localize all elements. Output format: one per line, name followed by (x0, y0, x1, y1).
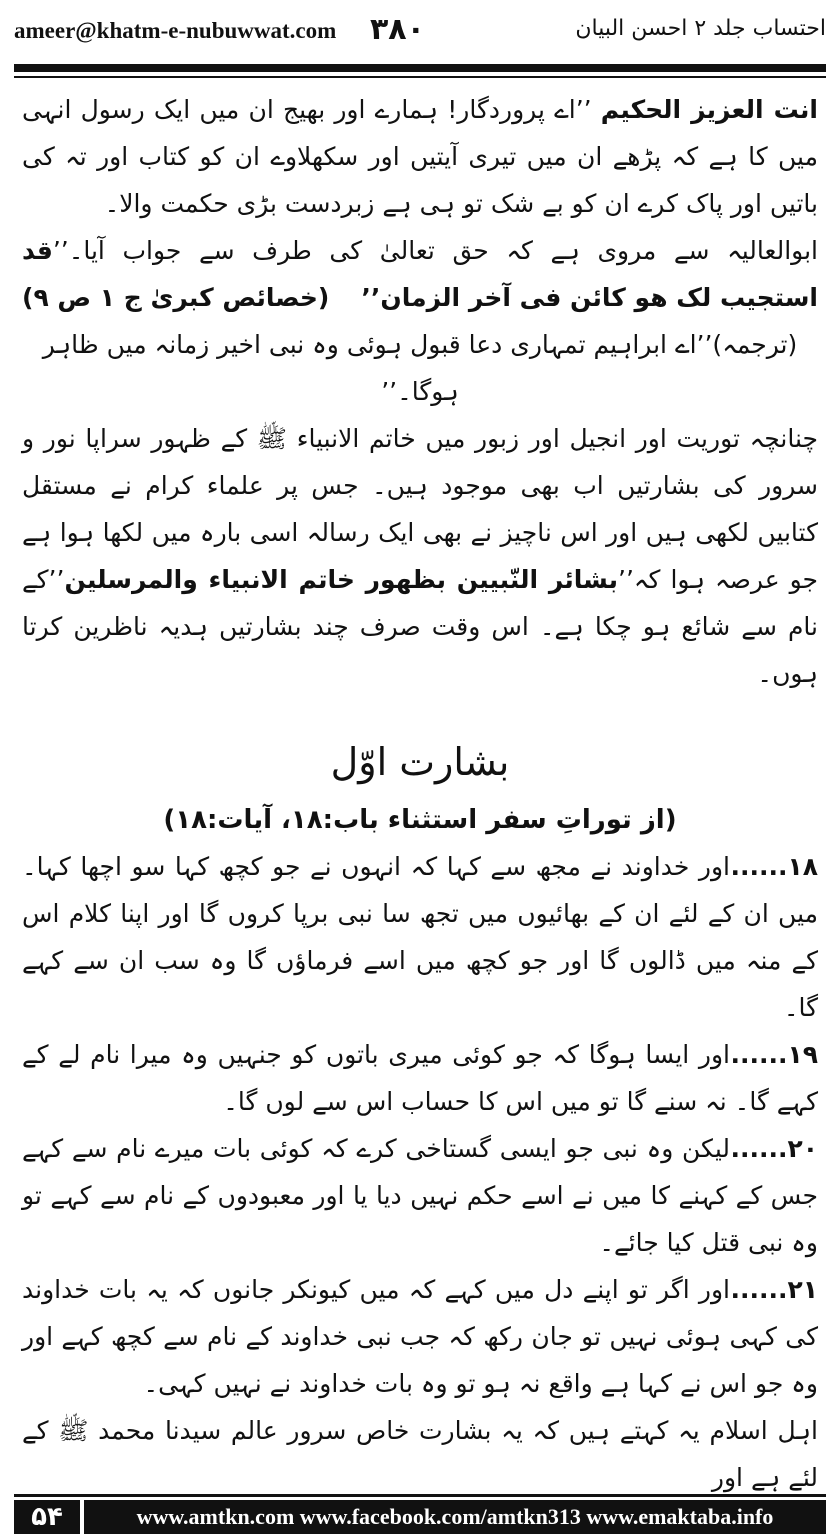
section-subheading: (از توراتِ سفر استثناء باب:۱۸، آیات:۱۸) (163, 805, 677, 835)
verse-text: اور اگر تو اپنے دل میں کہے کہ میں کیونکر جانوں کہ یہ بات خداوند کی کہی ہوئی نہیں تو جان رکھ کہ جب نبی خداوند کے نام سے کچھ کہے اور وہ جو اس نے کہا ہے واقع نہ ہو تو وہ بات خداوند نے نہیں کہی۔ (22, 1275, 818, 1398)
verse-text: اور خداوند نے مجھ سے کہا کہ انہوں نے جو کچھ کہا سو اچھا کہا۔ میں ان کے لئے ان کے بھائیوں میں تجھ سا نبی برپا کروں گا اور اپنا کلام اس کے منہ میں ڈالوں گا اور جو کچھ میں اسے فرماؤں گا وہ سب ان سے کہے گا۔ (22, 852, 818, 1022)
verse-number: ۲۰...... (730, 1134, 818, 1163)
footer-urls: www.amtkn.com www.facebook.com/amtkn313 www.emaktaba.info (84, 1500, 826, 1534)
footer-rule (14, 1494, 826, 1497)
footer-page-number: ۵۴ (14, 1500, 80, 1534)
verse (22, 1031, 818, 1125)
page-body (22, 86, 818, 1501)
arabic-phrase: قد استجیب لک هو کائن فی آخر الزمان’’ (22, 236, 818, 312)
verse-number: ۲۱...... (730, 1275, 818, 1304)
verse-text: اور ایسا ہوگا کہ جو کوئی میری باتوں کو جنہیں وہ میرا نام لے کے کہے گا۔ نہ سنے گا تو میں اس کا حساب اس سے لوں گا۔ (22, 1040, 818, 1116)
header-rule (14, 64, 826, 72)
translation: (ترجمہ)’’اے ابراہیم تمہاری دعا قبول ہوئی وہ نبی اخیر زمانہ میں ظاہر ہوگا۔’’ (42, 330, 798, 406)
paragraph (22, 227, 818, 321)
paragraph: اہل اسلام یہ کہتے ہیں کہ یہ بشارت خاص سرور عالم سیدنا محمد ﷺ کے لئے ہے اور (22, 1416, 818, 1492)
header-page-number: ۳۸۰ (370, 12, 425, 47)
verse (22, 1266, 818, 1407)
arabic-phrase: انت العزیز الحکیم (600, 95, 818, 124)
citation: (خصائص کبریٰ ج ۱ ص ۹) (22, 283, 330, 312)
verse-number: ۱۹...... (730, 1040, 818, 1069)
paragraph-text: ابوالعالیہ سے مروی ہے کہ حق تعالیٰ کی طرف سے جواب آیا۔’’ (52, 236, 818, 265)
paragraph-text: ’’کے نام سے شائع ہو چکا ہے۔ اس وقت صرف چند بشارتیں ہدیہ ناظرین کرتا ہوں۔ (22, 565, 818, 688)
paragraph (22, 415, 818, 697)
verse-text: لیکن وہ نبی جو ایسی گستاخی کرے کہ کوئی بات میرے نام سے کہے جس کے کہنے کا میں نے اسے حکم نہیں دیا یا اور معبودوں کے نام سے کہے تو وہ نبی قتل کیا جائے۔ (22, 1134, 818, 1257)
verse-number: ۱۸...... (730, 852, 818, 881)
paragraph-text: چنانچہ توریت اور انجیل اور زبور میں خاتم الانبیاء ﷺ کے ظہور سراپا نور و سرور کی بشارتیں اب بھی موجود ہیں۔ جس پر علماء کرام نے مستقل کتابیں لکھی ہیں اور اس ناچیز نے بھی ایک رسالہ اسی بارہ میں لکھا ہوا ہے جو عرصہ ہوا کہ’’ (22, 424, 819, 594)
verse (22, 843, 818, 1031)
paragraph (22, 86, 818, 227)
verse (22, 1125, 818, 1266)
paragraph-text: ’’اے پروردگار! ہمارے اور بھیج ان میں ایک رسول انہی میں کا ہے کہ پڑھے ان میں تیری آیتیں اور سکھلاوے ان کو کتاب اور تہ کی باتیں اور پاک کرے ان کو بے شک تو ہی ہے زبردست بڑی حکمت والا۔ (22, 95, 818, 218)
header-rule-thin (14, 76, 826, 78)
page-header (14, 6, 826, 62)
header-book-title: احتساب جلد ۲ احسن البیان (575, 16, 826, 41)
header-email: ameer@khatm-e-nubuwwat.com (14, 18, 337, 43)
page-footer (14, 1494, 826, 1534)
book-name: بشائر النّبیین بظهور خاتم الانبیاء والمرسلین (64, 565, 618, 594)
section-heading: بشارت اوّل (330, 740, 510, 784)
